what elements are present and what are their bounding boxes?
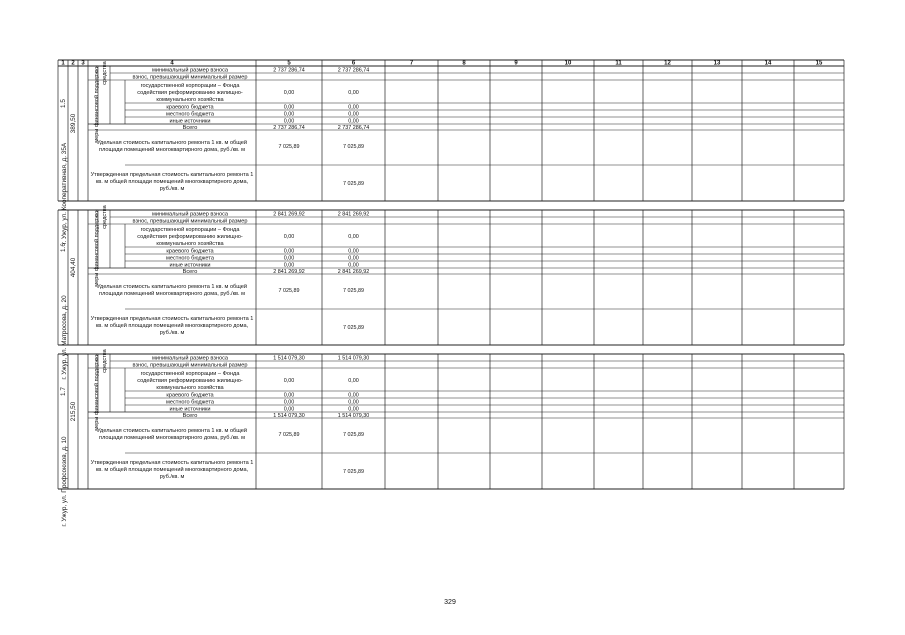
row-label-local: местного бюджета xyxy=(166,255,214,262)
row-label-fund-3: коммунального хозяйства xyxy=(156,97,224,103)
financial-support-label: меры финансовой поддержки xyxy=(94,209,100,287)
unit-cost-label-2: площади помещений многоквартирного дома, руб./кв. м xyxy=(99,147,245,153)
row-label-regional: краевого бюджета xyxy=(166,392,214,399)
value-col6-min_fee: 1 514 079,30 xyxy=(337,355,370,362)
unit-cost-label-1: Удельная стоимость капитального ремонта 1 кв. м общей xyxy=(96,140,248,146)
row-label-other: иные источники xyxy=(169,118,211,125)
value-col6-regional: 0,00 xyxy=(348,248,359,255)
value-col5-total: 2 737 286,74 xyxy=(273,125,305,131)
limit-cost-label-1: Утвержденная предельная стоимость капитального ремонта 1 xyxy=(90,172,254,178)
column-header-8: 8 xyxy=(462,60,466,67)
value-col5-local: 0,00 xyxy=(283,255,295,262)
value-col5-total: 1 514 079,30 xyxy=(273,413,305,419)
unit-cost-label-2: площади помещений многоквартирного дома, руб./кв. м xyxy=(99,435,245,441)
value-col5-regional: 0,00 xyxy=(283,104,295,111)
limit-cost-label-2: кв. м общей площади помещений многоквартирного дома, xyxy=(95,323,249,329)
financial-support-label: меры финансовой поддержки xyxy=(94,353,100,431)
limit-cost-label-2: кв. м общей площади помещений многоквартирного дома, xyxy=(95,467,249,473)
value-col5-other: 0,00 xyxy=(283,262,295,269)
value-col6-limit-cost: 7 025,89 xyxy=(343,181,364,187)
value-col6-regional: 0,00 xyxy=(348,104,359,111)
value-col5-local: 0,00 xyxy=(283,111,295,118)
row-label-fund-3: коммунального хозяйства xyxy=(156,385,224,391)
value-col6-unit_cost: 7 025,89 xyxy=(343,432,364,438)
column-header-6: 6 xyxy=(351,60,356,67)
value-col5-min_fee: 2 841 269,92 xyxy=(273,211,305,218)
value-col6-other: 0,00 xyxy=(348,406,359,413)
column-header-13: 13 xyxy=(713,60,721,67)
page-number: 329 xyxy=(444,599,456,606)
limit-cost-label-3: руб./кв. м xyxy=(159,186,185,192)
value-col6-total: 2 841 269,92 xyxy=(337,269,370,275)
row-label-local: местного бюджета xyxy=(166,111,214,118)
limit-cost-label-2: кв. м общей площади помещений многоквартирного дома, xyxy=(95,179,249,185)
unit-cost-label-2: площади помещений многоквартирного дома, руб./кв. м xyxy=(99,291,245,297)
value-col5-regional: 0,00 xyxy=(283,248,295,255)
value-col5-regional: 0,00 xyxy=(283,392,295,399)
row-label-regional: краевого бюджета xyxy=(166,248,214,255)
column-header-4: 4 xyxy=(170,60,174,67)
value-col6-limit-cost: 7 025,89 xyxy=(343,325,364,331)
row-label-fund-1: государственной корпорации – Фонда xyxy=(140,371,240,377)
limit-cost-label-1: Утвержденная предельная стоимость капитального ремонта 1 xyxy=(90,460,254,466)
unit-cost-label-1: Удельная стоимость капитального ремонта 1 кв. м общей xyxy=(96,428,248,434)
value-col5-min_fee: 1 514 079,30 xyxy=(273,355,305,362)
value-col6-regional: 0,00 xyxy=(348,392,359,399)
limit-cost-label-1: Утвержденная предельная стоимость капитального ремонта 1 xyxy=(90,316,254,322)
value-col5-other: 0,00 xyxy=(283,406,295,413)
value-col5-unit_cost: 7 025,89 xyxy=(278,144,300,150)
column-header-7: 7 xyxy=(409,60,414,67)
object-address: г. Ужур, ул. Профсоюзов, д. 10 xyxy=(61,436,68,527)
value-col6-unit_cost: 7 025,89 xyxy=(343,144,364,150)
column-header-5: 5 xyxy=(287,60,291,67)
column-header-11: 11 xyxy=(615,60,622,67)
row-label-total: Всего xyxy=(182,413,198,419)
column-header-3: 3 xyxy=(81,60,85,67)
financial-support-label: меры финансовой поддержки xyxy=(94,65,100,143)
value-col5-other: 0,00 xyxy=(283,118,295,125)
column-header-15: 15 xyxy=(815,60,823,67)
value-col5-local: 0,00 xyxy=(283,399,295,406)
row-label-above-min-fee: взнос, превышающий минимальный размер xyxy=(132,362,248,369)
column-header-10: 10 xyxy=(564,60,572,67)
object-address: г. Ужур, ул. Матросова, д. 20 xyxy=(61,295,68,380)
column-header-9: 9 xyxy=(514,60,518,67)
value-col6-other: 0,00 xyxy=(348,118,359,125)
value-col5-fund: 0,00 xyxy=(283,234,295,240)
row-label-fund-1: государственной корпорации – Фонда xyxy=(140,227,240,233)
sources-group-label: средства xyxy=(102,349,108,373)
value-col5-unit_cost: 7 025,89 xyxy=(278,288,300,294)
sources-group-label: средства xyxy=(102,205,108,229)
row-label-above-min-fee: взнос, превышающий минимальный размер xyxy=(132,74,248,81)
row-label-regional: краевого бюджета xyxy=(166,104,214,111)
row-label-fund-2: содействия реформированию жилищно- xyxy=(137,378,243,384)
row-label-total: Всего xyxy=(182,125,198,131)
row-label-min-fee: минимальный размер взноса xyxy=(151,355,229,362)
value-col5-min_fee: 2 737 286,74 xyxy=(273,67,305,74)
row-label-other: иные источники xyxy=(169,262,211,269)
item-number: 1.5 xyxy=(60,99,67,108)
value-col6-local: 0,00 xyxy=(348,255,359,262)
row-label-above-min-fee: взнос, превышающий минимальный размер xyxy=(132,218,248,225)
sources-group-label: средства xyxy=(102,61,108,85)
item-number: 1.6 xyxy=(60,243,67,252)
column-header-1: 1 xyxy=(61,60,65,67)
row-label-fund-2: содействия реформированию жилищно- xyxy=(137,234,243,240)
row-label-min-fee: минимальный размер взноса xyxy=(151,211,229,218)
object-address: г. Ужур, ул. Кооперативная, д. 35А xyxy=(61,142,68,245)
row-label-other: иные источники xyxy=(169,406,211,413)
value-col6-min_fee: 2 841 269,92 xyxy=(337,211,370,218)
value-col6-limit-cost: 7 025,89 xyxy=(343,469,364,475)
column-header-14: 14 xyxy=(764,60,772,67)
value-col5-fund: 0,00 xyxy=(283,90,295,96)
limit-cost-label-3: руб./кв. м xyxy=(159,474,185,480)
row-label-total: Всего xyxy=(182,269,198,275)
column-header-2: 2 xyxy=(71,60,75,67)
value-col6-min_fee: 2 737 286,74 xyxy=(337,67,370,74)
object-block xyxy=(60,348,369,526)
value-col5-unit_cost: 7 025,89 xyxy=(278,432,300,438)
value-col6-total: 1 514 079,30 xyxy=(337,413,370,419)
unit-cost-label-1: Удельная стоимость капитального ремонта 1 кв. м общей xyxy=(96,284,248,290)
value-col6-fund: 0,00 xyxy=(348,378,359,384)
row-label-fund-3: коммунального хозяйства xyxy=(156,241,224,247)
value-col6-fund: 0,00 xyxy=(348,90,359,96)
row-label-fund-1: государственной корпорации – Фонда xyxy=(140,83,240,89)
value-col6-fund: 0,00 xyxy=(348,234,359,240)
value-col5-fund: 0,00 xyxy=(283,378,295,384)
object-area: 404,40 xyxy=(70,257,77,278)
value-col6-local: 0,00 xyxy=(348,111,359,118)
value-col6-local: 0,00 xyxy=(348,399,359,406)
value-col6-total: 2 737 286,74 xyxy=(337,125,370,131)
row-label-min-fee: минимальный размер взноса xyxy=(151,67,229,74)
object-area: 389,50 xyxy=(70,113,77,134)
value-col5-total: 2 841 269,92 xyxy=(273,269,305,275)
row-label-fund-2: содействия реформированию жилищно- xyxy=(137,90,243,96)
value-col6-unit_cost: 7 025,89 xyxy=(343,288,364,294)
row-label-local: местного бюджета xyxy=(166,399,214,406)
object-area: 215,50 xyxy=(70,401,77,422)
limit-cost-label-3: руб./кв. м xyxy=(159,330,185,336)
value-col6-other: 0,00 xyxy=(348,262,359,269)
item-number: 1.7 xyxy=(60,387,67,396)
column-header-12: 12 xyxy=(664,60,671,67)
